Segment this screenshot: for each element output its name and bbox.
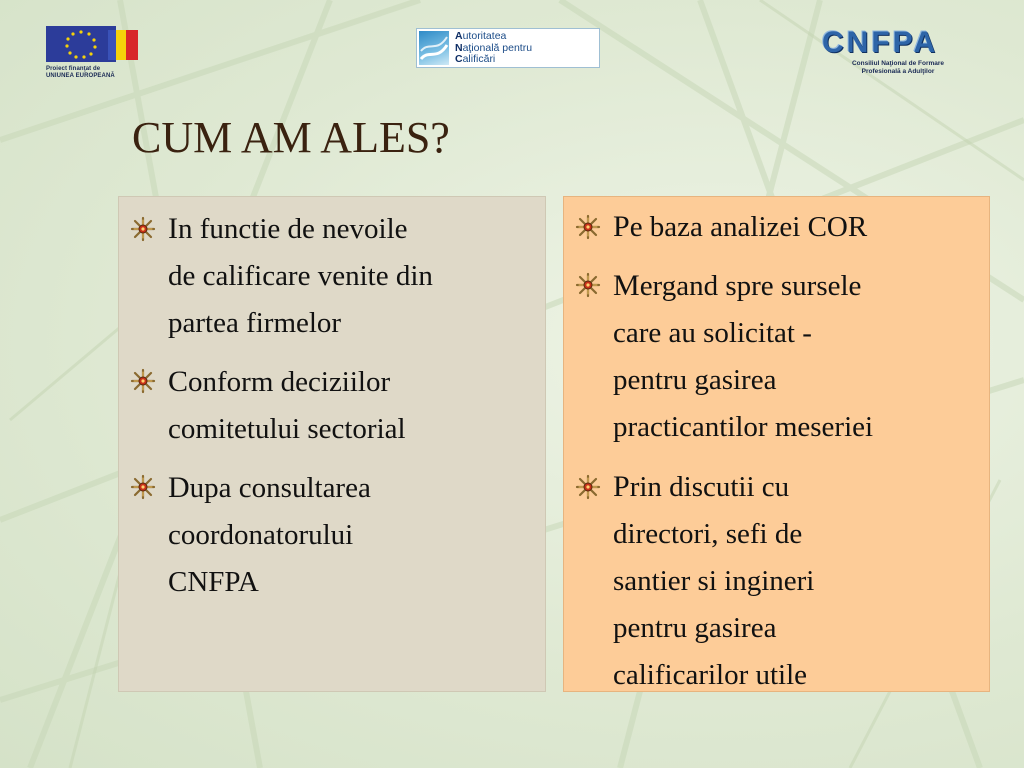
left-item-3-line1: upa consultarea [189,472,371,504]
left-item-3 [168,464,371,606]
left-item-1-initial: I [168,212,178,245]
left-item-2 [168,358,406,453]
anc-logo [416,28,600,68]
right-item-1 [613,203,867,251]
cnfpa-logo [818,28,978,76]
star-burst-bullet-icon [575,474,601,500]
star-burst-bullet-icon [575,272,601,298]
right-item-3-initial: P [613,470,630,503]
left-item-1-line3: partea firmelor [168,307,342,339]
anc-line2: aţională pentru [462,41,533,54]
left-item-1 [168,205,433,347]
anc-wave-icon [419,31,449,65]
right-item-3-line3: santier si ingineri [613,565,815,597]
star-burst-bullet-icon [575,214,601,240]
cnfpa-wordmark: CNFPA [822,26,939,59]
right-item-3 [613,463,814,699]
right-item-3-line5: calificarilor utile [613,659,808,691]
eu-caption-line2: UNIUNEA EUROPEANĂ [46,73,115,79]
right-item-3-line4: pentru gasirea [613,612,777,644]
right-item-1-initial: P [613,210,630,243]
eu-funding-logo [46,26,150,80]
right-item-2-line4: practicantilor meseriei [613,411,874,443]
star-burst-bullet-icon [130,216,156,242]
left-item-2-line2: comitetului sectorial [168,413,406,445]
right-item-2-initial: M [613,269,640,302]
left-item-1-line2: de calificare venite din [168,260,433,292]
left-item-3-initial: D [168,471,190,504]
left-item-1-line1: n functie de nevoile [178,213,408,245]
left-item-2-initial: C [168,365,189,398]
eu-caption-line1: Proiect finanţat de [46,66,101,72]
eu-flag-icon [46,26,142,64]
anc-line3: alificări [462,53,496,65]
cnfpa-sub-line1: Consiliul Naţional de Formare [851,60,945,67]
left-item-2-line1: onform deciziilor [188,366,391,398]
right-item-3-line1: rin discutii cu [629,471,790,503]
slide-title: CUM AM ALES? [132,113,450,162]
left-item-3-line2: coordonatorului [168,519,354,551]
right-item-3-line2: directori, sefi de [613,518,803,550]
anc-initial-a: A [455,30,463,42]
anc-initial-n: N [455,41,463,54]
right-item-2-line3: pentru gasirea [613,364,777,396]
right-item-1-line1: e baza analizei COR [629,211,868,243]
anc-initial-c: C [455,53,463,65]
right-item-2-line2: care au solicitat - [613,317,812,349]
star-burst-bullet-icon [130,368,156,394]
star-burst-bullet-icon [130,474,156,500]
anc-line1: utoritatea [462,30,507,42]
cnfpa-sub-line2: Profesională a Adulţilor [861,68,935,75]
right-item-2-line1: ergand spre sursele [639,270,862,302]
right-item-2 [613,262,873,451]
left-item-3-line3: CNFPA [168,566,259,598]
